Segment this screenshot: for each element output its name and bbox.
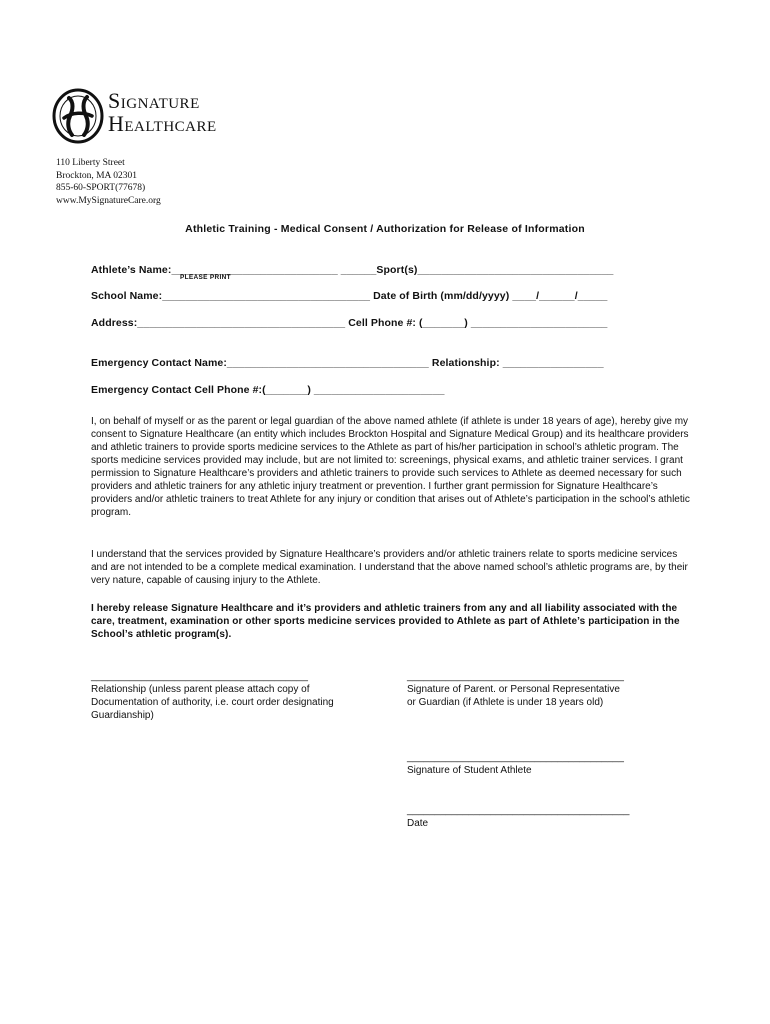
- student-signature-label: Signature of Student Athlete: [407, 765, 532, 776]
- form-title: Athletic Training - Medical Consent / Authorization for Release of Information: [185, 223, 585, 235]
- student-signature-block[interactable]: [407, 751, 624, 777]
- relationship-label-3: Guardianship): [91, 710, 154, 721]
- parent-signature-label-1: Signature of Parent. or Personal Representative: [407, 684, 620, 695]
- date-block[interactable]: [407, 804, 629, 830]
- release-paragraph: I hereby release Signature Healthcare and it’s providers and athletic trainers from any and all liability associated with the care, treatment, examination or other sports medicine services provided to Athlete as part of Athlete’s participation in the School’s athletic program(s).: [91, 603, 680, 640]
- logo-line-signature: Signature: [108, 88, 200, 113]
- emergency-phone-field[interactable]: Emergency Contact Cell Phone #:(_______) ______________________: [91, 384, 445, 396]
- parent-signature-block[interactable]: [407, 670, 624, 709]
- parent-signature-line[interactable]: _______________________________________: [407, 671, 624, 682]
- address-website: www.MySignatureCare.org: [56, 195, 161, 206]
- signature-healthcare-logo: [52, 88, 242, 148]
- consent-paragraph: I, on behalf of myself or as the parent or legal guardian of the above named athlete (if athlete is under 18 years of age), hereby give my consent to Signature Healthcare (an entity which includes Brockton Hospital and Signature Medical Group) and its healthcare providers and athletic trainers to provide sports medicine services to the Athlete as part of his/her participation in school’s athletic program. The sports medicine services provided may include, but are not limited to: screenings, physical exams, and athletic trainer services. I grant permission to Signature Healthcare’s providers and athletic trainers to provide such services to Athlete as deemed necessary for such providers and athletic trainers for any athletic injury treatment or prevention. I further grant permission for Signature Healthcare’s providers and/or athletic trainers to treat Athlete for any injury or condition that arises out of Athlete’s participation in the school’s athletic program.: [91, 416, 690, 518]
- logo-line-healthcare: Healthcare: [108, 111, 217, 136]
- parent-signature-label-2: or Guardian (if Athlete is under 18 years old): [407, 697, 604, 708]
- please-print-note: PLEASE PRINT: [180, 274, 231, 281]
- relationship-label-1: Relationship (unless parent please attach copy of: [91, 684, 310, 695]
- address-street: 110 Liberty Street: [56, 158, 125, 168]
- relationship-line[interactable]: _______________________________________: [91, 671, 308, 682]
- relationship-label-2: Documentation of authority, i.e. court order designating: [91, 697, 334, 708]
- understand-paragraph: I understand that the services provided by Signature Healthcare’s providers and/or athletic trainers relate to sports medicine services and are not intended to be a complete medical examination. I understand that the above named school’s athletic programs are, by their very nature, capable of causing injury to the Athlete.: [91, 549, 688, 586]
- athlete-name-field[interactable]: Athlete’s Name:____________________________ ______Sport(s)_________________________________: [91, 264, 614, 276]
- address-field[interactable]: Address:___________________________________ Cell Phone #: (_______) _______________________: [91, 317, 608, 329]
- relationship-signature-block[interactable]: [91, 670, 334, 722]
- student-signature-line[interactable]: _______________________________________: [407, 752, 624, 763]
- date-label: Date: [407, 818, 429, 829]
- address-block: [56, 157, 161, 207]
- emergency-contact-field[interactable]: Emergency Contact Name:__________________________________ Relationship: _________________: [91, 357, 604, 369]
- logo-emblem-icon: [52, 88, 104, 144]
- school-name-field[interactable]: School Name:___________________________________ Date of Birth (mm/dd/yyyy) ____/______/_____: [91, 290, 608, 302]
- address-phone: 855-60-SPORT(77678): [56, 183, 146, 193]
- date-line[interactable]: ________________________________________: [407, 805, 630, 816]
- address-city: Brockton, MA 02301: [56, 170, 138, 181]
